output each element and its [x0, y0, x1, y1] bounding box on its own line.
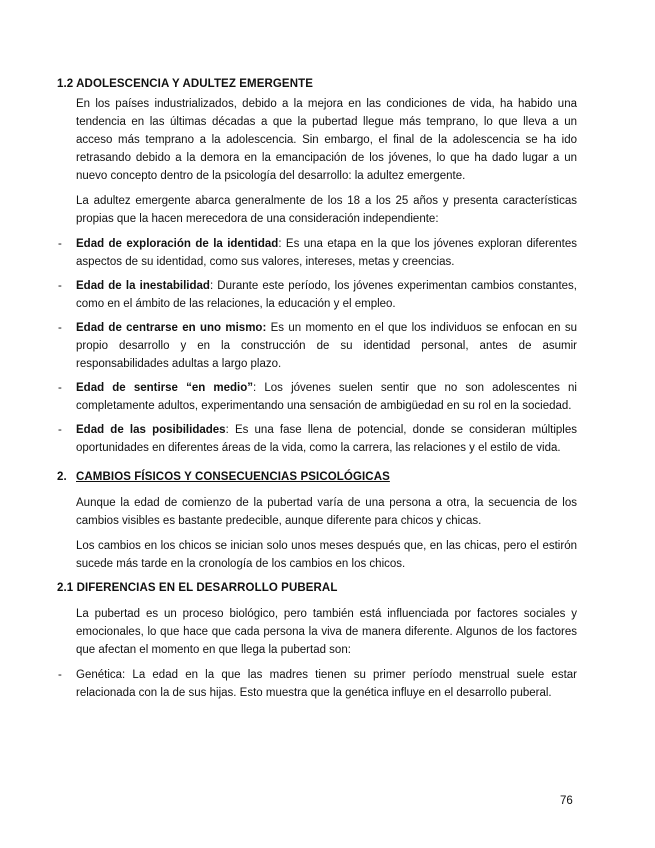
paragraph: La pubertad es un proceso biológico, pero también está influenciada por factores sociales y emocionales, lo que hace que cada persona la viva de manera diferente. Algunos de los factores que afectan el momento en que llega la pubertad son:	[76, 608, 577, 656]
bullet-term: Edad de la inestabilidad	[76, 280, 210, 292]
bullet-term: Edad de sentirse “en medio”	[76, 382, 254, 394]
section-heading-2-1	[57, 580, 577, 596]
section-heading-text: CAMBIOS FÍSICOS Y CONSECUENCIAS PSICOLÓGICAS	[76, 471, 390, 483]
bullet-text: Genética: La edad en la que las madres tienen su primer período menstrual suele estar relacionada con la de sus hijas. Esto muestra que la genética influye en el desarrollo puberal.	[76, 669, 577, 699]
bullet-text: Es un momento en el que los individuos se enfocan en su propio desarrollo y en la construcción de su identidad personal, antes de asumir responsabilidades adultas a largo plazo.	[76, 322, 578, 370]
bullet-term: Edad de exploración de la identidad	[76, 238, 279, 250]
section-heading-text: 2.1 DIFERENCIAS EN EL DESARROLLO PUBERAL	[57, 582, 338, 594]
paragraph: Aunque la edad de comienzo de la pubertad varía de una persona a otra, la secuencia de los cambios visibles es bastante predecible, aunque diferente para chicos y chicas.	[76, 497, 577, 527]
paragraph: Los cambios en los chicos se inician solo unos meses después que, en las chicas, pero el estirón sucede más tarde en la cronología de los cambios en los chicos.	[76, 540, 577, 570]
bullet-text: : Durante este período, los jóvenes experimentan cambios constantes, como en el ámbito de las relaciones, la educación y el empleo.	[76, 280, 577, 310]
list-item	[57, 379, 577, 415]
bullet-dash: -	[58, 322, 62, 334]
section-number: 2.	[57, 471, 67, 483]
list-item	[57, 319, 577, 373]
bullet-dash: -	[58, 669, 62, 681]
section-heading-text: 1.2 ADOLESCENCIA Y ADULTEZ EMERGENTE	[57, 78, 313, 90]
section-heading-2	[57, 469, 577, 485]
section-heading-1-2	[57, 76, 577, 92]
paragraph: En los países industrializados, debido a la mejora en las condiciones de vida, ha habido una tendencia en las últimas décadas a que la pubertad llegue más temprano, lo que lleva a un acceso más temprano a la adolescencia. Sin embargo, el final de la adolescencia se ha ido retrasando debido a la demora en la emancipación de los jóvenes, lo que ha dado lugar a un nuevo concepto dentro de la psicología del desarrollo: la adultez emergente.	[76, 98, 577, 182]
bullet-text: : Es una etapa en la que los jóvenes exploran diferentes aspectos de su identidad, como sus valores, intereses, metas y creencias.	[76, 238, 577, 268]
bullet-text: : Los jóvenes suelen sentir que no son adolescentes ni completamente adultos, experimentando una sensación de ambigüedad en su rol en la sociedad.	[76, 382, 577, 412]
paragraph: La adultez emergente abarca generalmente de los 18 a los 25 años y presenta características propias que la hacen merecedora de una consideración independiente:	[76, 195, 577, 225]
bullet-dash: -	[58, 280, 62, 292]
bullet-dash: -	[58, 238, 62, 250]
list-item	[57, 666, 577, 702]
page-number: 76	[560, 795, 573, 807]
page-content	[57, 76, 577, 708]
list-item	[57, 235, 577, 271]
bullet-text: : Es una fase llena de potencial, donde se consideran múltiples oportunidades en diferentes áreas de la vida, como la carrera, las relaciones y el estilo de vida.	[76, 424, 577, 454]
bullet-term: Edad de centrarse en uno mismo:	[76, 322, 267, 334]
bullet-dash: -	[58, 424, 62, 436]
list-item	[57, 421, 577, 457]
bullet-dash: -	[58, 382, 62, 394]
list-item	[57, 277, 577, 313]
bullet-term: Edad de las posibilidades	[76, 424, 226, 436]
